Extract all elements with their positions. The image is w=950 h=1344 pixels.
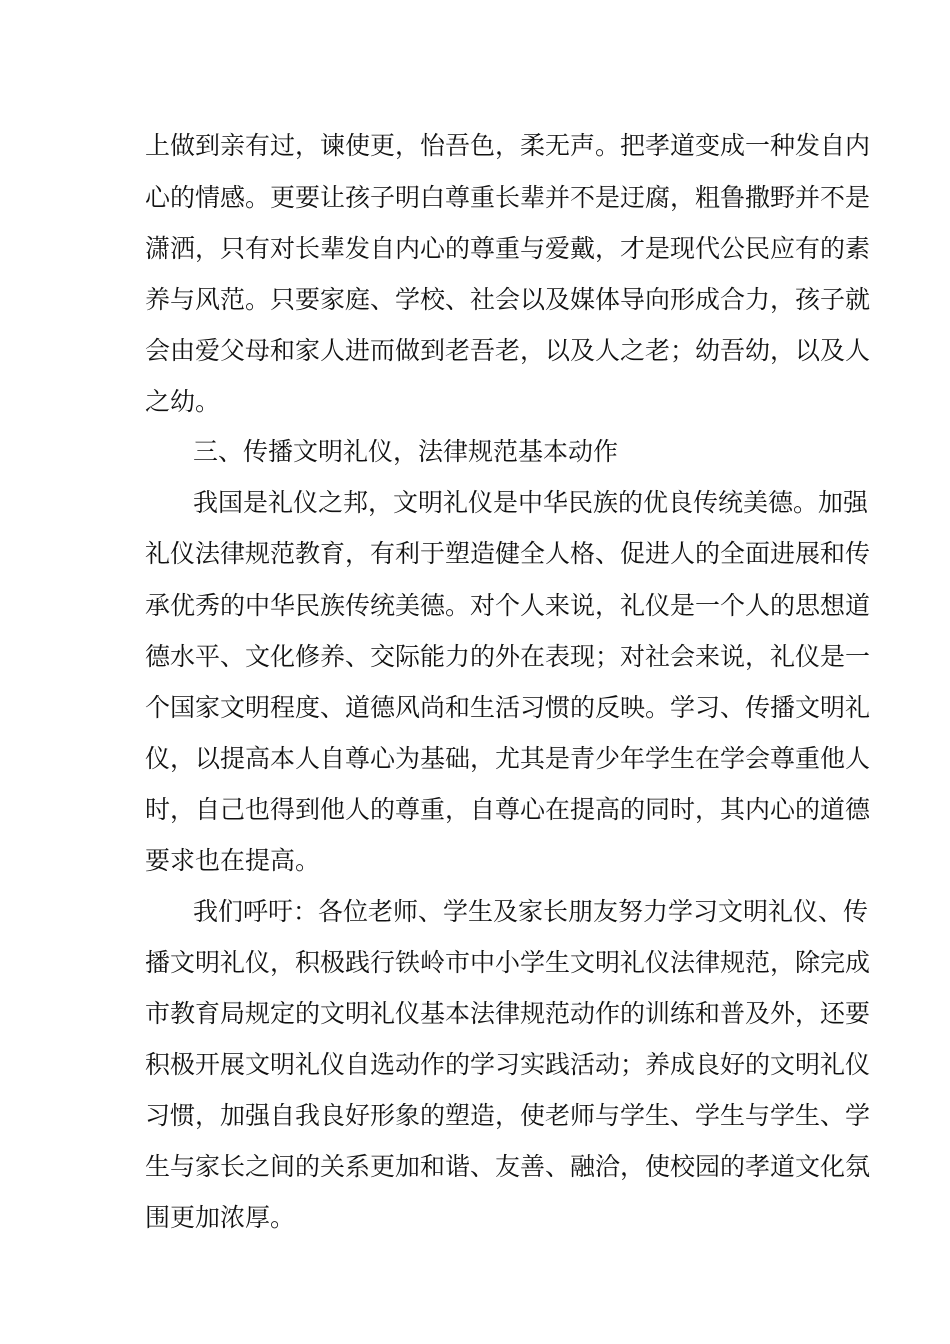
paragraph-line: 之幼。 [145, 387, 221, 416]
paragraph-line: 承优秀的中华民族传统美德。对个人来说，礼仪是一个人的思想道 [145, 591, 871, 620]
paragraph-line: 时，自己也得到他人的尊重，自尊心在提高的同时，其内心的道德 [145, 795, 871, 824]
paragraph-line: 我国是礼仪之邦，文明礼仪是中华民族的优良传统美德。加强 [193, 488, 869, 517]
paragraph-line: 市教育局规定的文明礼仪基本法律规范动作的训练和普及外，还要 [145, 999, 871, 1028]
paragraph-line: 生与家长之间的关系更加和谐、友善、融洽，使校园的孝道文化氛 [145, 1152, 871, 1181]
paragraph-line: 习惯，加强自我良好形象的塑造，使老师与学生、学生与学生、学 [145, 1101, 871, 1130]
paragraph-line: 上做到亲有过，谏使更，怡吾色，柔无声。把孝道变成一种发自内 [145, 131, 871, 160]
paragraph-line: 要求也在提高。 [145, 846, 321, 875]
paragraph-line: 潇洒，只有对长辈发自内心的尊重与爱戴，才是现代公民应有的素 [145, 234, 871, 263]
section-heading: 三、传播文明礼仪，法律规范基本动作 [193, 437, 619, 466]
paragraph-line: 心的情感。更要让孩子明白尊重长辈并不是迂腐，粗鲁撒野并不是 [145, 183, 871, 212]
paragraph-line: 我们呼吁：各位老师、学生及家长朋友努力学习文明礼仪、传 [193, 897, 869, 926]
paragraph-line: 养与风范。只要家庭、学校、社会以及媒体导向形成合力，孩子就 [145, 285, 871, 314]
paragraph-line: 播文明礼仪，积极践行铁岭市中小学生文明礼仪法律规范，除完成 [145, 948, 871, 977]
paragraph-line: 积极开展文明礼仪自选动作的学习实践活动；养成良好的文明礼仪 [145, 1050, 871, 1079]
paragraph-line: 会由爱父母和家人进而做到老吾老，以及人之老；幼吾幼，以及人 [145, 336, 871, 365]
paragraph-line: 德水平、文化修养、交际能力的外在表现；对社会来说，礼仪是一 [145, 642, 871, 671]
paragraph-line: 围更加浓厚。 [145, 1203, 296, 1232]
paragraph-line: 礼仪法律规范教育，有利于塑造健全人格、促进人的全面进展和传 [145, 539, 871, 568]
paragraph-line: 个国家文明程度、道德风尚和生活习惯的反映。学习、传播文明礼 [145, 693, 871, 722]
paragraph-line: 仪，以提高本人自尊心为基础，尤其是青少年学生在学会尊重他人 [145, 744, 871, 773]
